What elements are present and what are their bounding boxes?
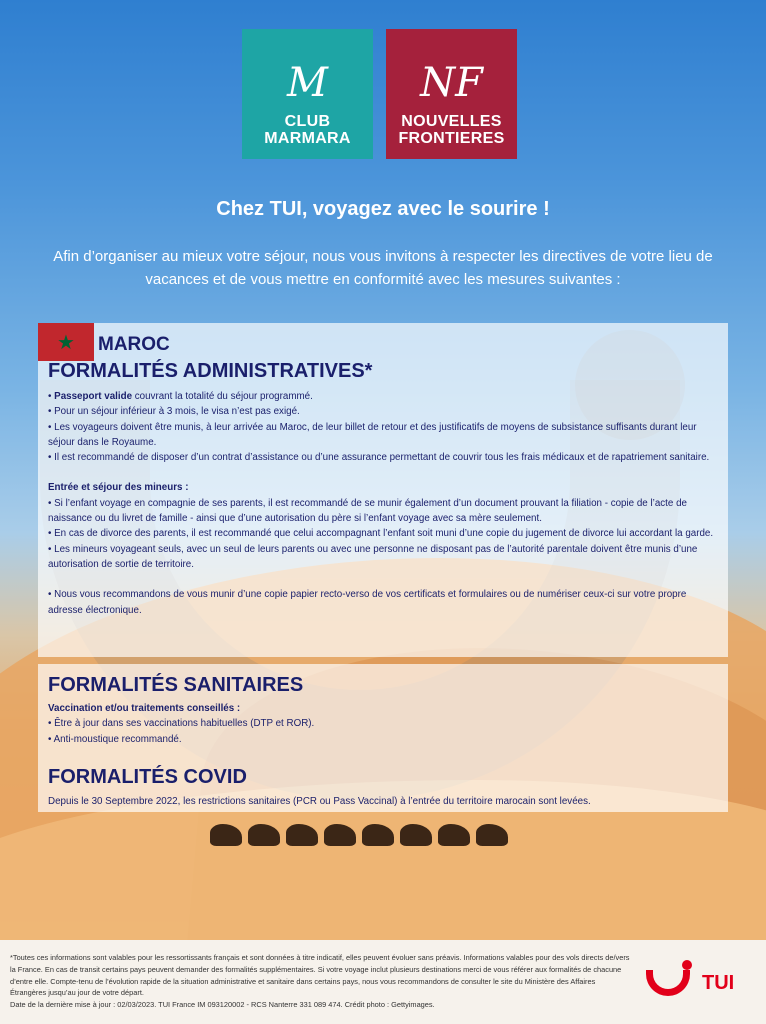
morocco-flag-icon — [38, 323, 94, 361]
intro-text: Afin d’organiser au mieux votre séjour, nous vous invitons à respecter les directives de votre lieu de vacances et de vous mettre en conformité avec les mesures suivantes : — [53, 248, 713, 288]
copy-note: • Nous vous recommandons de vous munir d’une copie papier recto-verso de vos certificats et formulaires ou de numériser ceux-ci sur votre propre adresse électronique. — [48, 589, 687, 616]
camel — [400, 824, 432, 846]
nf-line2: FRONTIERES — [398, 130, 505, 147]
brand-logos — [242, 29, 517, 159]
minors-line: • Les mineurs voyageant seuls, avec un seul de leurs parents ou avec une personne ne disposant pas de l’autorité parentale doivent être munis d’une autorisation de sortie de territoire. — [48, 543, 698, 570]
flag-star-icon: ★ — [57, 331, 75, 354]
tui-logo — [646, 970, 734, 996]
camel — [286, 824, 318, 846]
sanitary-line: • Être à jour dans ses vaccinations habituelles (DTP et ROR). — [48, 718, 315, 730]
passport-line: • Passeport valide couvrant la totalité du séjour programmé. — [48, 391, 313, 402]
country-name: MAROC — [98, 334, 170, 355]
tui-smile-icon — [646, 970, 690, 996]
marmara-mark: M — [287, 60, 328, 106]
admin-line: • Il est recommandé de disposer d’un contrat d’assistance ou d’une assurance permettant de couvrir tous les frais médicaux et de rapatriement sanitaire. — [48, 452, 710, 464]
admin-body — [48, 389, 718, 618]
minors-line: • Si l’enfant voyage en compagnie de ses parents, il est recommandé de se munir également d’un document prouvant la filiation - copie de l’acte de naissance ou du livret de famille - ainsi que d’une autorisation du père si l’enfant voyage avec sa mère seulement. — [48, 497, 687, 525]
tui-wordmark: TUI — [702, 971, 735, 994]
covid-title: FORMALITÉS COVID — [48, 766, 247, 788]
camel — [248, 824, 280, 846]
covid-text: Depuis le 30 Septembre 2022, les restrictions sanitaires (PCR ou Pass Vaccinal) à l’entrée du territoire marocain sont levées. — [48, 796, 591, 807]
camel — [438, 824, 470, 846]
camel — [210, 824, 242, 846]
marmara-line1: CLUB — [284, 113, 331, 130]
minors-title: Entrée et séjour des mineurs : — [48, 482, 189, 494]
minors-line: • En cas de divorce des parents, il est recommandé que celui accompagnant l’enfant soit muni d’une copie du jugement de divorce lui accordant la garde. — [48, 528, 714, 540]
nf-mark: NF — [420, 60, 483, 106]
disclaimer-footnote — [10, 952, 632, 1011]
admin-title: FORMALITÉS ADMINISTRATIVES* — [48, 360, 373, 382]
camel-caravan — [210, 812, 540, 846]
passport-bold: Passeport valide — [54, 391, 133, 402]
sanitary-subtitle: Vaccination et/ou traitements conseillés : — [48, 703, 241, 714]
camel — [324, 824, 356, 846]
sanitary-body — [48, 701, 718, 747]
marmara-line2: MARMARA — [264, 130, 351, 147]
camel — [362, 824, 394, 846]
admin-line: • Les voyageurs doivent être munis, à leur arrivée au Maroc, de leur billet de retour et des justificatifs de moyens de subsistance suffisants durant leur séjour dans le Royaume. — [48, 421, 697, 448]
camel — [476, 824, 508, 846]
headline: Chez TUI, voyagez avec le sourire ! — [216, 198, 550, 220]
footnote-text: *Toutes ces informations sont valables pour les ressortissants français et sont données à titre indicatif, elles peuvent évoluer sans préavis. Informations valables pour des vols directs de/vers la France. En cas de transit certains pays peuvent demander des formalités supplémentaires. Si votre voyage inclut plusieurs destinations merci de vous référer aux formalités de chacune d’entre elle. Compte-tenu de l’évolution rapide de la situation administrative et sanitaire dans certains pays, nous vous recommandons de consulter le site du Ministère des Affaires Étrangères jusqu’au jour de votre départ. — [10, 953, 630, 998]
nouvelles-frontieres-logo — [386, 29, 517, 159]
passport-rest: couvrant la totalité du séjour programmé. — [132, 391, 313, 402]
club-marmara-logo — [242, 29, 373, 159]
footnote-date: Date de la dernière mise à jour : 02/03/2023. TUI France IM 093120002 - RCS Nanterre 331 089 474. Crédit photo : Gettyimages. — [10, 1000, 435, 1010]
nf-line1: NOUVELLES — [401, 113, 502, 130]
sanitary-line: • Anti-moustique recommandé. — [48, 733, 182, 745]
admin-line: • Pour un séjour inférieur à 3 mois, le visa n’est pas exigé. — [48, 406, 300, 418]
sanitary-title: FORMALITÉS SANITAIRES — [48, 674, 304, 696]
